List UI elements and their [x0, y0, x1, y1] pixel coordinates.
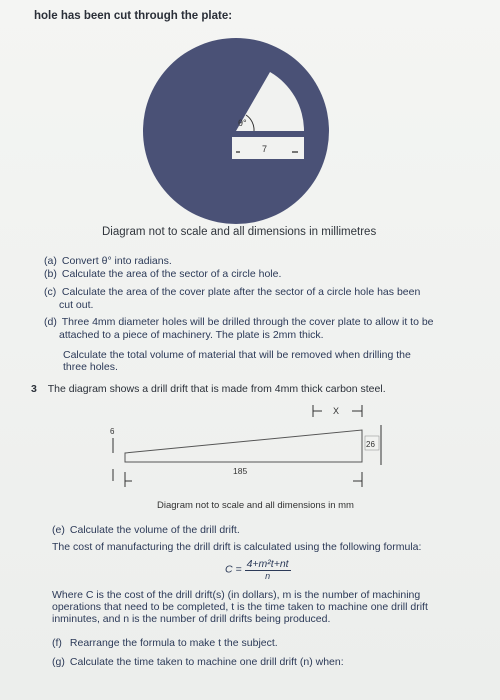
question-d-label: (d) — [44, 316, 57, 328]
question-e-text: Calculate the volume of the drill drift. — [69, 524, 240, 536]
x-label: X — [333, 406, 340, 416]
formula-fraction — [245, 558, 291, 581]
question-e — [52, 524, 240, 537]
question-b-text: Calculate the area of the sector of a circle hole. — [61, 268, 282, 280]
question-d-calc-line2: three holes. — [63, 361, 118, 373]
formula-denominator: n — [265, 571, 271, 581]
question-3-text: The diagram shows a drill drift that is made from 4mm thick carbon steel. — [47, 383, 386, 395]
length-label: 185 — [233, 466, 248, 476]
question-g — [52, 656, 344, 669]
where-paragraph — [52, 589, 482, 625]
formula-lhs: C = — [225, 563, 242, 576]
question-a-label: (a) — [44, 255, 57, 267]
question-c-line2: cut out. — [59, 298, 94, 311]
left-height-label: 6 — [110, 427, 115, 436]
question-3-number: 3 — [31, 383, 37, 395]
where-line1: Where C is the cost of the drill drift(s) (in dollars), m is the number of machining — [52, 589, 421, 601]
question-f-text: Rearrange the formula to make t the subject. — [69, 637, 278, 649]
question-g-label: (g) — [52, 656, 65, 668]
question-a-text: Convert θ° into radians. — [61, 255, 172, 267]
theta-label: θ° — [238, 118, 247, 128]
question-c-label: (c) — [44, 286, 57, 298]
formula-numerator: 4+m²t+nt — [246, 558, 289, 570]
question-d — [44, 316, 489, 341]
question-d-calc — [63, 349, 483, 373]
question-d-line2: attached to a piece of machinery. The plate is 2mm thick. — [59, 328, 324, 341]
radius-label: 7 — [262, 144, 268, 154]
question-f — [52, 637, 278, 650]
diagram2-caption: Diagram not to scale and all dimensions in mm — [157, 500, 354, 511]
question-b — [44, 268, 281, 281]
right-height-label: 26 — [366, 440, 375, 449]
question-g-text: Calculate the time taken to machine one drill drift (n) when: — [69, 656, 344, 668]
where-line2: operations that need to be completed, t is the time taken to machine one drill drift — [52, 601, 428, 613]
question-b-label: (b) — [44, 268, 57, 280]
drill-drift-shape — [125, 430, 362, 462]
question-c — [44, 286, 484, 311]
question-e-label: (e) — [52, 524, 65, 536]
question-d-calc-line1: Calculate the total volume of material that will be removed when drilling the — [63, 349, 411, 361]
question-3 — [31, 383, 386, 395]
question-a — [44, 255, 172, 268]
intro-text: hole has been cut through the plate: — [34, 10, 233, 22]
cover-plate-diagram — [0, 0, 500, 230]
dimension-strip — [232, 137, 304, 159]
question-c-line1: Calculate the area of the cover plate after the sector of a circle hole has been — [61, 286, 421, 298]
cost-formula — [225, 558, 291, 581]
cost-intro: The cost of manufacturing the drill drift is calculated using the following formula: — [52, 541, 422, 553]
where-line3: inminutes, and n is the number of drill drifts being produced. — [52, 613, 331, 625]
drill-drift-diagram — [0, 395, 500, 505]
question-d-line1: Three 4mm diameter holes will be drilled through the cover plate to allow it to be — [61, 316, 434, 328]
diagram1-caption: Diagram not to scale and all dimensions in millimetres — [102, 226, 377, 238]
question-f-label: (f) — [52, 637, 62, 649]
